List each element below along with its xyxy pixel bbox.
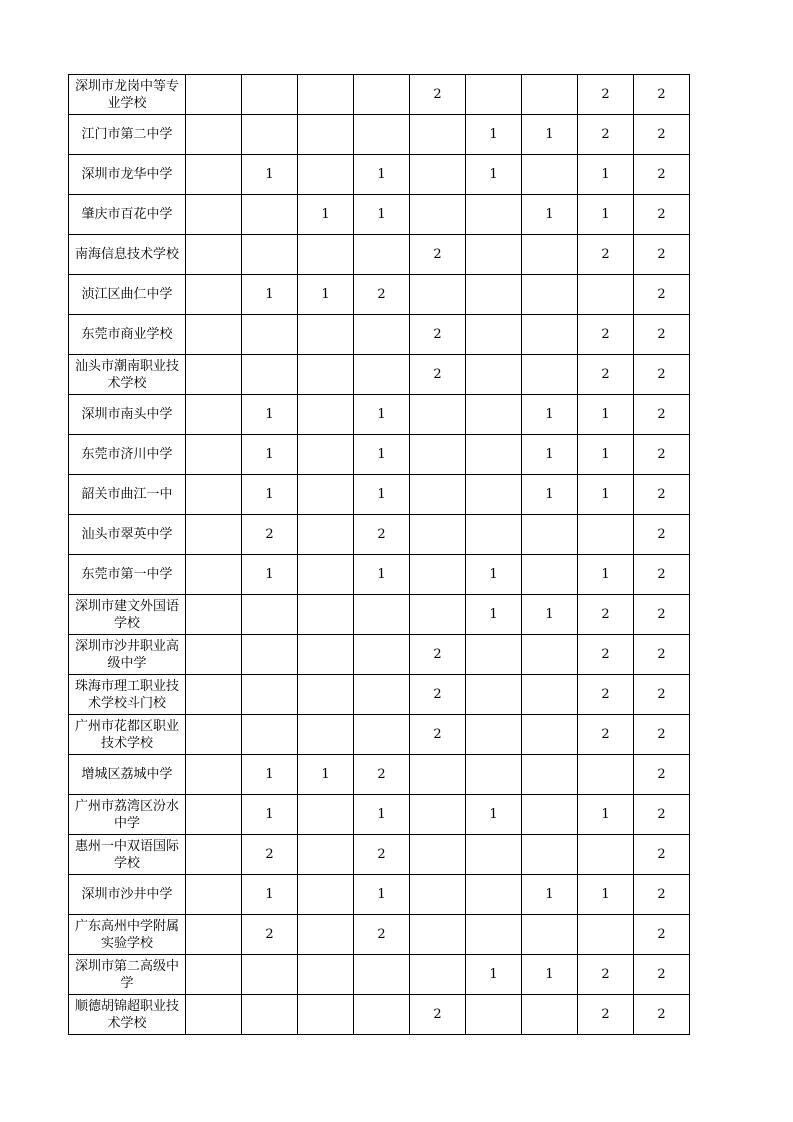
value-cell: 1 (578, 195, 634, 235)
value-cell: 2 (634, 675, 690, 715)
value-cell: 1 (466, 115, 522, 155)
table-row (69, 755, 690, 795)
empty-cell (186, 955, 242, 995)
value-cell (522, 715, 578, 755)
value-cell: 1 (466, 595, 522, 635)
value-cell (522, 75, 578, 115)
value-cell: 2 (634, 395, 690, 435)
value-cell: 2 (634, 555, 690, 595)
table-row (69, 555, 690, 595)
table-row (69, 275, 690, 315)
value-cell: 2 (354, 915, 410, 955)
value-cell: 1 (466, 555, 522, 595)
value-cell (298, 995, 354, 1035)
value-cell (354, 355, 410, 395)
value-cell: 2 (578, 595, 634, 635)
value-cell (410, 755, 466, 795)
school-name-cell: 浈江区曲仁中学 (69, 275, 186, 315)
value-cell: 2 (634, 915, 690, 955)
value-cell (410, 195, 466, 235)
value-cell: 2 (354, 755, 410, 795)
school-name-cell: 南海信息技术学校 (69, 235, 186, 275)
table-row (69, 315, 690, 355)
school-name-cell: 深圳市第二高级中学 (69, 955, 186, 995)
value-cell (242, 235, 298, 275)
table-row (69, 795, 690, 835)
value-cell: 1 (522, 435, 578, 475)
value-cell: 1 (522, 195, 578, 235)
empty-cell (186, 755, 242, 795)
value-cell: 2 (578, 675, 634, 715)
value-cell: 2 (410, 75, 466, 115)
value-cell (410, 515, 466, 555)
value-cell (410, 955, 466, 995)
value-cell (466, 315, 522, 355)
value-cell (466, 235, 522, 275)
value-cell: 2 (634, 835, 690, 875)
empty-cell (186, 995, 242, 1035)
school-name-cell: 东莞市第一中学 (69, 555, 186, 595)
table-row (69, 955, 690, 995)
table-row (69, 395, 690, 435)
value-cell (410, 155, 466, 195)
value-cell (410, 115, 466, 155)
table-row (69, 435, 690, 475)
table-row (69, 155, 690, 195)
value-cell (298, 675, 354, 715)
value-cell: 2 (578, 715, 634, 755)
empty-cell (186, 875, 242, 915)
school-name-cell: 顺德胡锦超职业技术学校 (69, 995, 186, 1035)
value-cell (522, 915, 578, 955)
school-name-cell: 深圳市沙井中学 (69, 875, 186, 915)
value-cell: 1 (354, 555, 410, 595)
value-cell: 2 (242, 515, 298, 555)
school-name-cell: 深圳市龙岗中等专业学校 (69, 75, 186, 115)
value-cell (242, 115, 298, 155)
empty-cell (186, 435, 242, 475)
empty-cell (186, 75, 242, 115)
value-cell: 1 (354, 155, 410, 195)
value-cell: 2 (634, 715, 690, 755)
value-cell: 1 (578, 435, 634, 475)
value-cell (522, 315, 578, 355)
value-cell: 1 (354, 875, 410, 915)
value-cell (354, 235, 410, 275)
value-cell: 2 (634, 275, 690, 315)
value-cell: 1 (522, 955, 578, 995)
value-cell (522, 235, 578, 275)
value-cell (298, 875, 354, 915)
value-cell (242, 595, 298, 635)
value-cell (578, 755, 634, 795)
value-cell (410, 795, 466, 835)
value-cell (354, 75, 410, 115)
empty-cell (186, 515, 242, 555)
value-cell: 1 (578, 795, 634, 835)
table-row (69, 635, 690, 675)
value-cell (298, 635, 354, 675)
value-cell (298, 555, 354, 595)
value-cell: 1 (354, 195, 410, 235)
value-cell: 2 (410, 235, 466, 275)
value-cell: 2 (578, 355, 634, 395)
value-cell (354, 315, 410, 355)
value-cell: 1 (522, 595, 578, 635)
value-cell: 2 (354, 515, 410, 555)
value-cell (466, 515, 522, 555)
value-cell (466, 915, 522, 955)
value-cell: 2 (410, 355, 466, 395)
school-name-cell: 广州市花都区职业技术学校 (69, 715, 186, 755)
value-cell (298, 515, 354, 555)
value-cell (298, 795, 354, 835)
school-name-cell: 深圳市沙井职业高级中学 (69, 635, 186, 675)
value-cell (242, 995, 298, 1035)
school-name-cell: 韶关市曲江一中 (69, 475, 186, 515)
table-body (69, 75, 690, 1035)
value-cell: 2 (634, 475, 690, 515)
value-cell (410, 595, 466, 635)
value-cell: 1 (298, 195, 354, 235)
value-cell (466, 475, 522, 515)
value-cell: 1 (354, 435, 410, 475)
value-cell (410, 435, 466, 475)
empty-cell (186, 915, 242, 955)
value-cell (242, 195, 298, 235)
value-cell (354, 715, 410, 755)
school-name-cell: 肇庆市百花中学 (69, 195, 186, 235)
value-cell: 1 (522, 475, 578, 515)
value-cell (298, 715, 354, 755)
value-cell: 2 (634, 355, 690, 395)
value-cell: 1 (354, 795, 410, 835)
value-cell (466, 715, 522, 755)
value-cell: 1 (522, 395, 578, 435)
value-cell: 1 (578, 155, 634, 195)
empty-cell (186, 675, 242, 715)
value-cell: 1 (578, 395, 634, 435)
value-cell: 1 (242, 875, 298, 915)
value-cell: 2 (634, 955, 690, 995)
value-cell (466, 395, 522, 435)
value-cell: 2 (634, 635, 690, 675)
value-cell: 2 (634, 515, 690, 555)
value-cell: 1 (466, 795, 522, 835)
school-name-cell: 增城区荔城中学 (69, 755, 186, 795)
empty-cell (186, 315, 242, 355)
value-cell (354, 675, 410, 715)
school-name-cell: 惠州一中双语国际学校 (69, 835, 186, 875)
value-cell (354, 595, 410, 635)
school-name-cell: 深圳市南头中学 (69, 395, 186, 435)
empty-cell (186, 715, 242, 755)
table-row (69, 475, 690, 515)
school-name-cell: 江门市第二中学 (69, 115, 186, 155)
value-cell: 2 (634, 315, 690, 355)
empty-cell (186, 275, 242, 315)
value-cell: 2 (634, 235, 690, 275)
value-cell (522, 675, 578, 715)
value-cell: 2 (634, 755, 690, 795)
value-cell (410, 395, 466, 435)
value-cell: 1 (242, 755, 298, 795)
value-cell: 2 (634, 75, 690, 115)
value-cell: 1 (298, 275, 354, 315)
value-cell (578, 275, 634, 315)
value-cell: 2 (410, 675, 466, 715)
empty-cell (186, 355, 242, 395)
value-cell (522, 355, 578, 395)
value-cell: 1 (354, 475, 410, 515)
value-cell (298, 155, 354, 195)
value-cell (242, 355, 298, 395)
value-cell (298, 235, 354, 275)
value-cell: 1 (578, 555, 634, 595)
value-cell (522, 515, 578, 555)
table-row (69, 675, 690, 715)
value-cell: 1 (522, 115, 578, 155)
value-cell (242, 315, 298, 355)
table-row (69, 915, 690, 955)
empty-cell (186, 555, 242, 595)
value-cell (522, 275, 578, 315)
value-cell (466, 875, 522, 915)
school-name-cell: 广东高州中学附属实验学校 (69, 915, 186, 955)
empty-cell (186, 635, 242, 675)
value-cell (466, 675, 522, 715)
value-cell: 2 (410, 315, 466, 355)
value-cell: 2 (410, 715, 466, 755)
table-row (69, 875, 690, 915)
value-cell: 2 (634, 995, 690, 1035)
value-cell: 1 (242, 155, 298, 195)
school-name-cell: 东莞市济川中学 (69, 435, 186, 475)
value-cell: 2 (578, 75, 634, 115)
table-row (69, 515, 690, 555)
value-cell (522, 755, 578, 795)
school-name-cell: 汕头市翠英中学 (69, 515, 186, 555)
table-row (69, 195, 690, 235)
value-cell (466, 275, 522, 315)
value-cell (298, 315, 354, 355)
table-row (69, 115, 690, 155)
value-cell: 2 (578, 955, 634, 995)
school-name-cell: 深圳市建文外国语学校 (69, 595, 186, 635)
school-data-table (68, 74, 690, 1035)
value-cell (298, 395, 354, 435)
value-cell (466, 355, 522, 395)
value-cell: 2 (242, 835, 298, 875)
value-cell: 2 (410, 995, 466, 1035)
value-cell (242, 715, 298, 755)
value-cell (522, 155, 578, 195)
value-cell (410, 555, 466, 595)
value-cell: 2 (634, 195, 690, 235)
value-cell: 1 (242, 395, 298, 435)
value-cell (410, 475, 466, 515)
school-name-cell: 汕头市潮南职业技术学校 (69, 355, 186, 395)
value-cell (522, 995, 578, 1035)
school-name-cell: 深圳市龙华中学 (69, 155, 186, 195)
value-cell: 1 (242, 475, 298, 515)
value-cell (298, 955, 354, 995)
value-cell (466, 995, 522, 1035)
school-name-cell: 珠海市理工职业技术学校斗门校 (69, 675, 186, 715)
value-cell: 2 (634, 795, 690, 835)
table-row (69, 995, 690, 1035)
value-cell: 1 (578, 475, 634, 515)
value-cell (466, 435, 522, 475)
empty-cell (186, 235, 242, 275)
empty-cell (186, 195, 242, 235)
empty-cell (186, 835, 242, 875)
value-cell (242, 955, 298, 995)
empty-cell (186, 395, 242, 435)
value-cell (298, 355, 354, 395)
value-cell (522, 555, 578, 595)
value-cell (410, 875, 466, 915)
empty-cell (186, 155, 242, 195)
table-row (69, 715, 690, 755)
value-cell (242, 675, 298, 715)
value-cell: 2 (578, 315, 634, 355)
value-cell: 1 (466, 955, 522, 995)
value-cell (298, 595, 354, 635)
value-cell: 2 (410, 635, 466, 675)
value-cell: 2 (242, 915, 298, 955)
empty-cell (186, 595, 242, 635)
value-cell: 1 (522, 875, 578, 915)
value-cell: 2 (354, 835, 410, 875)
value-cell (298, 915, 354, 955)
value-cell: 2 (634, 595, 690, 635)
value-cell: 1 (242, 795, 298, 835)
school-name-cell: 东莞市商业学校 (69, 315, 186, 355)
value-cell: 2 (634, 875, 690, 915)
value-cell (466, 195, 522, 235)
school-name-cell: 广州市荔湾区汾水中学 (69, 795, 186, 835)
value-cell: 2 (354, 275, 410, 315)
empty-cell (186, 115, 242, 155)
value-cell: 2 (634, 435, 690, 475)
table-row (69, 835, 690, 875)
table-row (69, 235, 690, 275)
value-cell (522, 795, 578, 835)
value-cell: 1 (578, 875, 634, 915)
value-cell (354, 955, 410, 995)
value-cell: 2 (578, 995, 634, 1035)
table-row (69, 355, 690, 395)
value-cell (298, 475, 354, 515)
value-cell (410, 915, 466, 955)
value-cell (410, 275, 466, 315)
value-cell (466, 75, 522, 115)
value-cell: 1 (354, 395, 410, 435)
value-cell: 1 (466, 155, 522, 195)
value-cell (242, 635, 298, 675)
value-cell (578, 835, 634, 875)
table-row (69, 595, 690, 635)
empty-cell (186, 475, 242, 515)
value-cell (298, 75, 354, 115)
empty-cell (186, 795, 242, 835)
value-cell (354, 635, 410, 675)
value-cell: 1 (242, 275, 298, 315)
value-cell (298, 835, 354, 875)
value-cell (578, 515, 634, 555)
value-cell (578, 915, 634, 955)
value-cell: 1 (298, 755, 354, 795)
value-cell (354, 995, 410, 1035)
value-cell: 2 (578, 115, 634, 155)
value-cell (466, 635, 522, 675)
value-cell (242, 75, 298, 115)
value-cell: 2 (578, 635, 634, 675)
value-cell: 1 (242, 435, 298, 475)
value-cell: 2 (578, 235, 634, 275)
value-cell: 2 (634, 115, 690, 155)
value-cell: 1 (242, 555, 298, 595)
value-cell (522, 835, 578, 875)
value-cell (466, 835, 522, 875)
value-cell (410, 835, 466, 875)
value-cell (466, 755, 522, 795)
value-cell (522, 635, 578, 675)
value-cell (354, 115, 410, 155)
value-cell: 2 (634, 155, 690, 195)
value-cell (298, 115, 354, 155)
value-cell (298, 435, 354, 475)
table-row (69, 75, 690, 115)
